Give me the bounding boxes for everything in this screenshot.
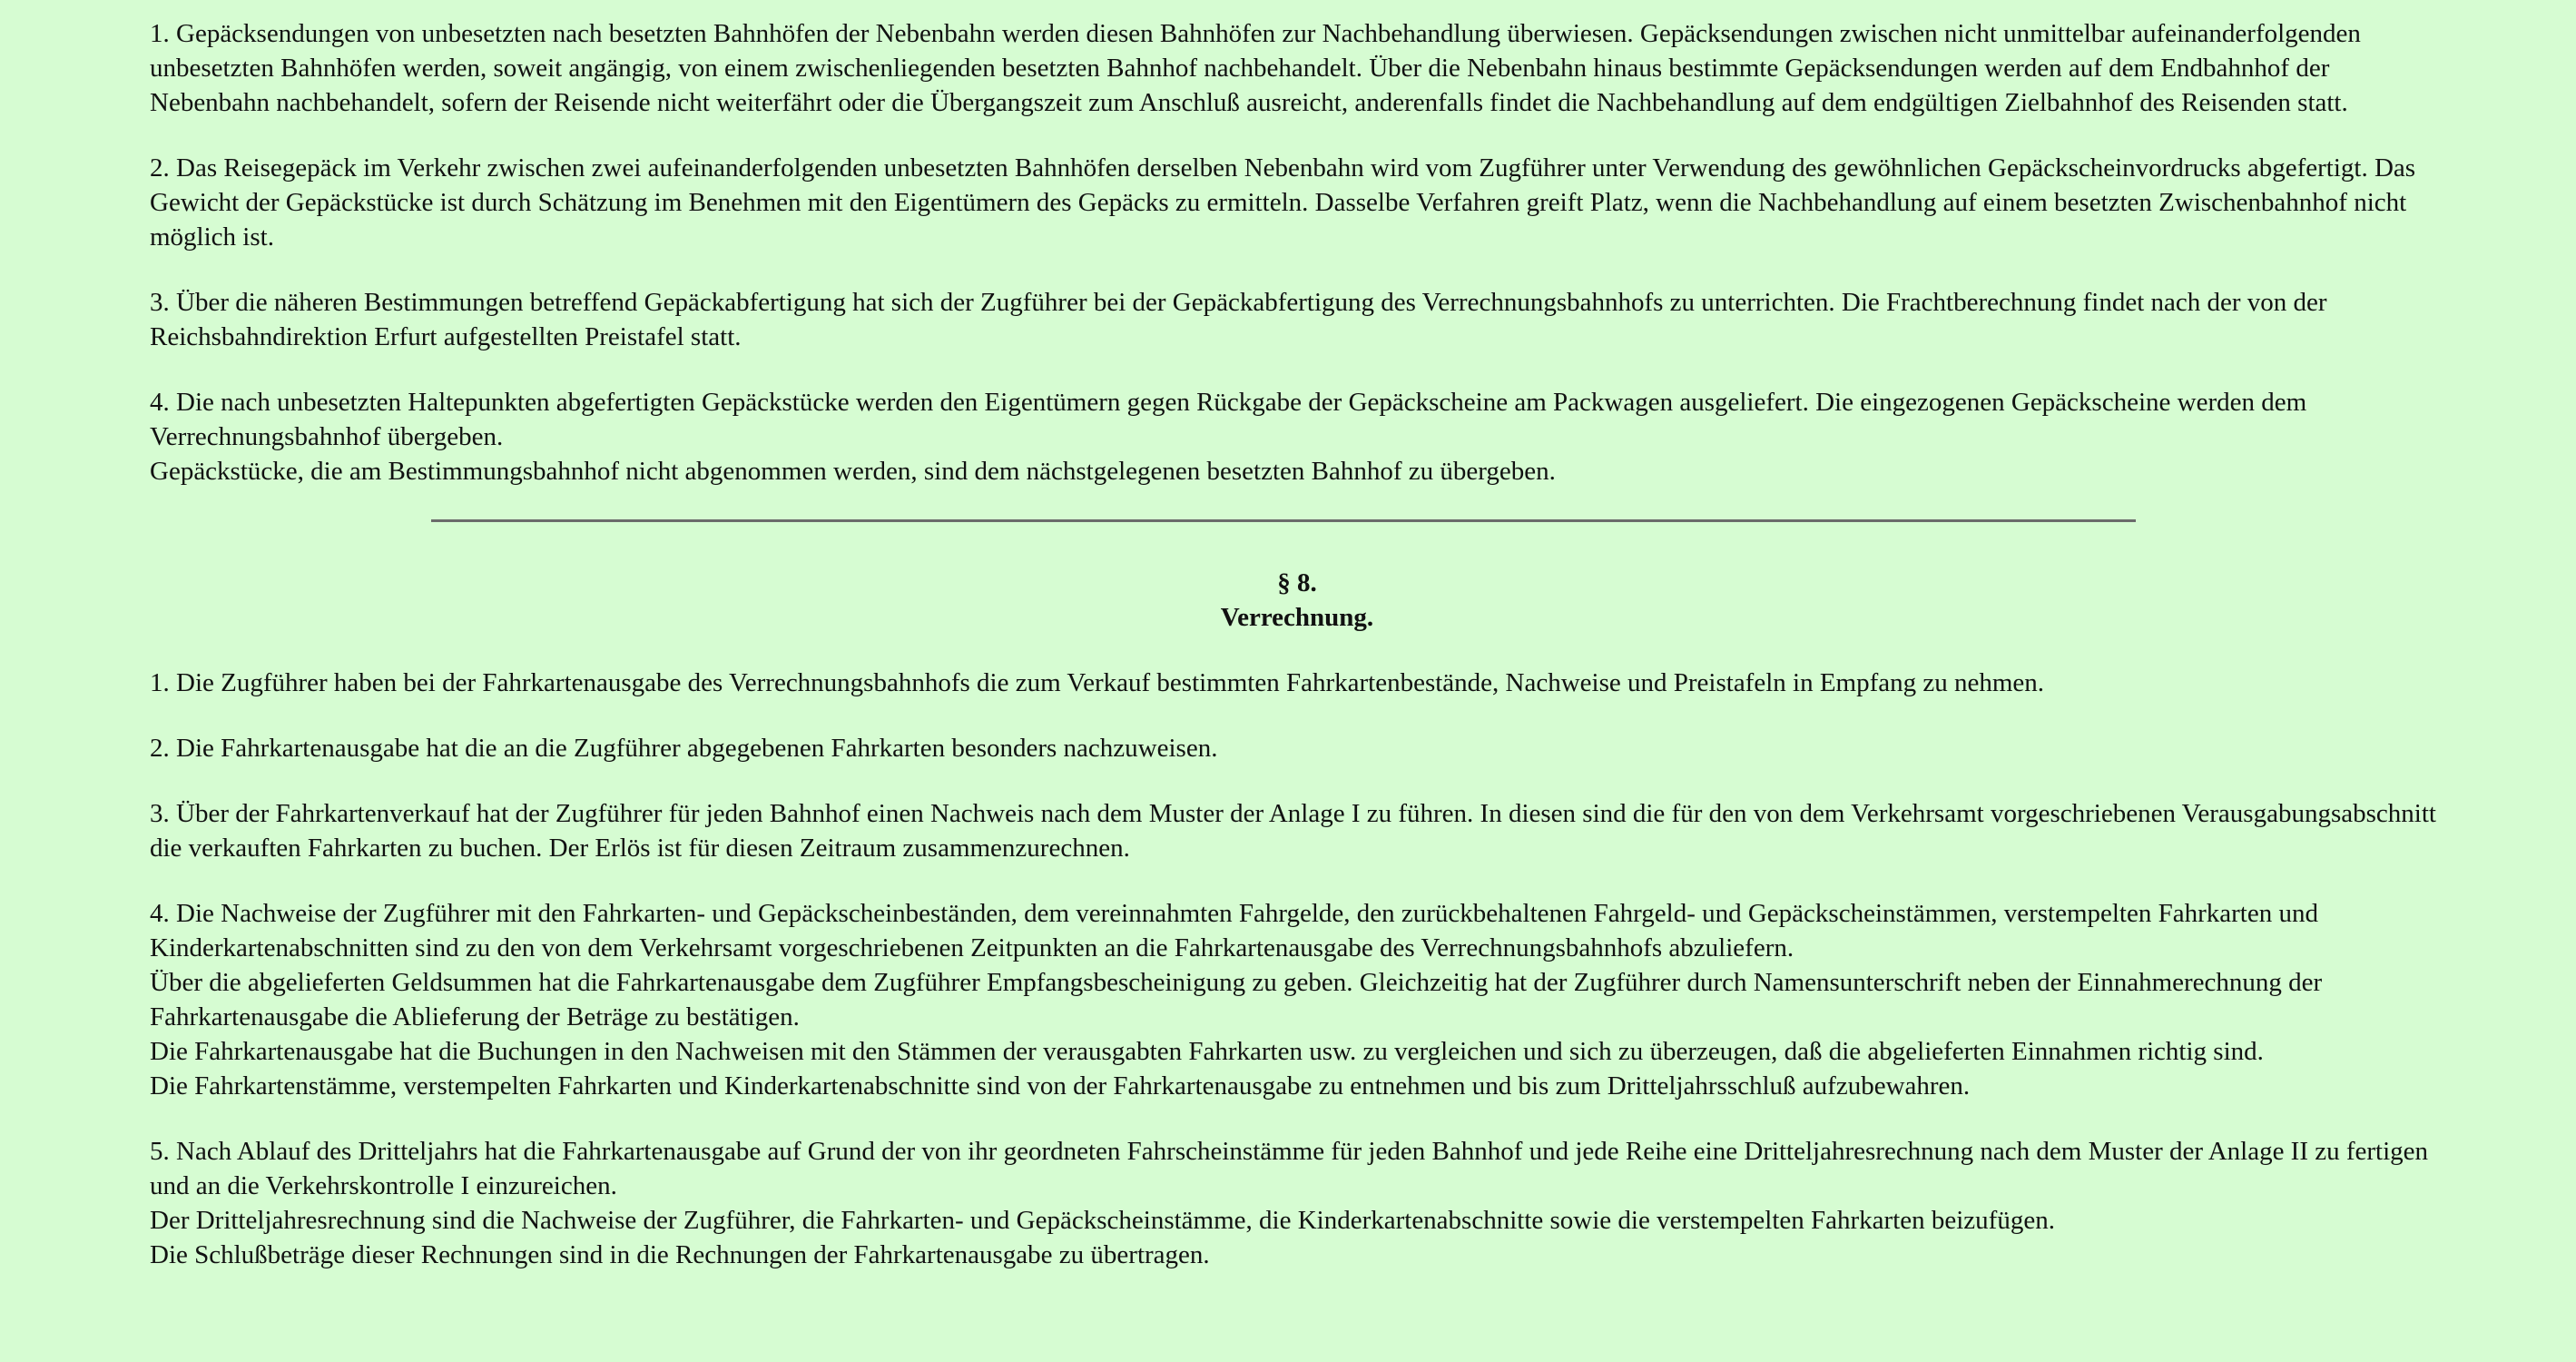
paragraph-line: Der Dritteljahresrechnung sind die Nachweise der Zugführer, die Fahrkarten- und Gepäckscheinstämme, die Kinderkartenabschnitte sowie die verstempelten Fahrkarten beizufügen. (150, 1206, 2055, 1235)
paragraph-line: 3. Über der Fahrkartenverkauf hat der Zugführer für jeden Bahnhof einen Nachweis nach dem Muster der Anlage I zu führen. In diesen sind die für den von dem Verkehrsamt vorgeschriebenen Verausgabungsabschnitt die verkauften Fahrkarten zu buchen. Der Erlös ist für diesen Zeitraum zusammenzurechnen. (150, 799, 2436, 863)
paragraph-line: 4. Die Nachweise der Zugführer mit den Fahrkarten- und Gepäckscheinbeständen, dem vereinnahmten Fahrgelde, den zurückbehaltenen Fahrgeld- und Gepäckscheinstämmen, verstempelten Fahrkarten und Kinderkartenabschnitten sind zu den von dem Verkehrsamt vorgeschriebenen Zeitpunkten an die Fahrkartenausgabe des Verrechnungsbahnhofs abzuliefern. (150, 899, 2318, 962)
section-number: § 8. (1277, 568, 1317, 597)
paragraph-verrechnung-3 (150, 796, 2444, 865)
paragraph-line: 3. Über die näheren Bestimmungen betreffend Gepäckabfertigung hat sich der Zugführer bei der Gepäckabfertigung des Verrechnungsbahnhofs zu unterrichten. Die Frachtberechnung findet nach der von der Reichsbahndirektion Erfurt aufgestellten Preistafel statt. (150, 288, 2327, 351)
paragraph-line: 2. Die Fahrkartenausgabe hat die an die Zugführer abgegebenen Fahrkarten besonders nachzuweisen. (150, 734, 1218, 763)
paragraph-line: Über die abgelieferten Geldsummen hat die Fahrkartenausgabe dem Zugführer Empfangsbescheinigung zu geben. Gleichzeitig hat der Zugführer durch Namensunterschrift neben der Einnahmerechnung der Fahrkartenausgabe die Ablieferung der Beträge zu bestätigen. (150, 968, 2323, 1031)
paragraph-gepaeck-1 (150, 16, 2444, 120)
section-verrechnung (150, 666, 2444, 1272)
section-heading (150, 566, 2444, 635)
paragraph-line: 2. Das Reisegepäck im Verkehr zwischen zwei aufeinanderfolgenden unbesetzten Bahnhöfen derselben Nebenbahn wird vom Zugführer unter Verwendung des gewöhnlichen Gepäckscheinvordrucks abgefertigt. Das Gewicht der Gepäckstücke ist durch Schätzung im Benehmen mit den Eigentümern des Gepäcks zu ermitteln. Dasselbe Verfahren greift Platz, wenn die Nachbehandlung auf einem besetzten Zwischenbahnhof nicht möglich ist. (150, 153, 2416, 252)
paragraph-verrechnung-2 (150, 731, 2444, 765)
paragraph-line: Die Fahrkartenausgabe hat die Buchungen in den Nachweisen mit den Stämmen der verausgabten Fahrkarten usw. zu vergleichen und sich zu überzeugen, daß die abgelieferten Einnahmen richtig sind. (150, 1037, 2264, 1066)
paragraph-line: 5. Nach Ablauf des Dritteljahrs hat die Fahrkartenausgabe auf Grund der von ihr geordneten Fahrscheinstämme für jeden Bahnhof und jede Reihe eine Dritteljahresrechnung nach dem Muster der Anlage II zu fertigen und an die Verkehrskontrolle I einzureichen. (150, 1137, 2429, 1200)
paragraph-line: 4. Die nach unbesetzten Haltepunkten abgefertigten Gepäckstücke werden den Eigentümern gegen Rückgabe der Gepäckscheine am Packwagen ausgeliefert. Die eingezogenen Gepäckscheine werden dem Verrechnungsbahnhof übergeben. (150, 388, 2307, 451)
paragraph-line: Die Fahrkartenstämme, verstempelten Fahrkarten und Kinderkartenabschnitte sind von der Fahrkartenausgabe zu entnehmen und bis zum Dritteljahrsschluß aufzubewahren. (150, 1071, 1971, 1100)
paragraph-verrechnung-5 (150, 1134, 2444, 1272)
paragraph-gepaeck-4 (150, 385, 2444, 489)
paragraph-gepaeck-2 (150, 151, 2444, 254)
section-gepaeck (150, 16, 2444, 489)
section-divider (431, 519, 2136, 522)
section-title: Verrechnung. (1220, 603, 1374, 632)
paragraph-line: Die Schlußbeträge dieser Rechnungen sind in die Rechnungen der Fahrkartenausgabe zu übertragen. (150, 1240, 1210, 1269)
paragraph-line: Gepäckstücke, die am Bestimmungsbahnhof nicht abgenommen werden, sind dem nächstgelegenen besetzten Bahnhof zu übergeben. (150, 457, 1556, 486)
paragraph-line: 1. Gepäcksendungen von unbesetzten nach besetzten Bahnhöfen der Nebenbahn werden diesen Bahnhöfen zur Nachbehandlung überwiesen. Gepäcksendungen zwischen nicht unmittelbar aufeinanderfolgenden unbesetzten Bahnhöfen werden, soweit angängig, von einem zwischenliegenden besetzten Bahnhof nachbehandelt. Über die Nebenbahn hinaus bestimmte Gepäcksendungen werden auf dem Endbahnhof der Nebenbahn nachbehandelt, sofern der Reisende nicht weiterfährt oder die Übergangszeit zum Anschluß ausreicht, anderenfalls findet die Nachbehandlung auf dem endgültigen Zielbahnhof des Reisenden statt. (150, 19, 2361, 117)
paragraph-verrechnung-1 (150, 666, 2444, 700)
paragraph-line: 1. Die Zugführer haben bei der Fahrkartenausgabe des Verrechnungsbahnhofs die zum Verkauf bestimmten Fahrkartenbestände, Nachweise und Preistafeln in Empfang zu nehmen. (150, 668, 2045, 697)
paragraph-verrechnung-4 (150, 896, 2444, 1103)
paragraph-gepaeck-3 (150, 285, 2444, 354)
